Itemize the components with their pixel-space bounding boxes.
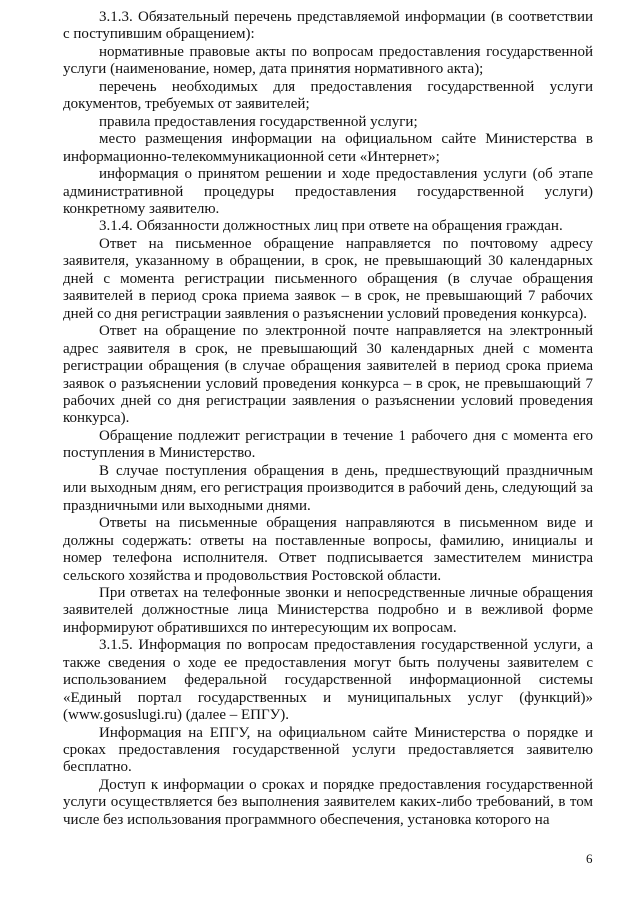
paragraph-normative-acts: нормативные правовые акты по вопросам предоставления государственной услуги (наименование, номер, дата принятия нормативного акта); bbox=[63, 43, 593, 78]
paragraph-service-rules: правила предоставления государственной услуги; bbox=[99, 113, 418, 130]
paragraph-registration: Обращение подлежит регистрации в течение 1 рабочего дня с момента его поступления в Министерство. bbox=[63, 427, 593, 462]
paragraph-phone-calls: При ответах на телефонные звонки и непосредственные личные обращения заявителей должностные лица Министерства подробно и в вежливой форме информируют обратившихся по интересующим их вопросам. bbox=[63, 584, 593, 636]
paragraph-holiday-registration: В случае поступления обращения в день, предшествующий праздничным или выходным дням, его регистрация производится в рабочий день, следующий за праздничными или выходными днями. bbox=[63, 462, 593, 514]
paragraph-written-reply: Ответ на письменное обращение направляется по почтовому адресу заявителя, указанному в обращении, в срок, не превышающий 30 календарных дней с момента регистрации письменного обращения (в случае обращения заявителей в период срока приема заявок – в срок, не превышающий 7 рабочих дней со дня регистрации заявления о разъяснении условий проведения конкурса). bbox=[63, 235, 593, 322]
paragraph-documents-list: перечень необходимых для предоставления государственной услуги документов, требуемых от заявителей; bbox=[63, 78, 593, 113]
paragraph-decision-info: информация о принятом решении и ходе предоставления услуги (об этапе административной процедуры предоставления государственной услуги) конкретному заявителю. bbox=[63, 166, 593, 217]
paragraph-3-1-4-heading: 3.1.4. Обязанности должностных лиц при ответе на обращения граждан. bbox=[99, 218, 563, 235]
paragraph-email-reply: Ответ на обращение по электронной почте направляется на электронный адрес заявителя в срок, не превышающий 30 календарных дней с момента регистрации обращения (в случае обращения заявителей в период срока приема заявок о разъяснении условий проведения конкурса – в срок, не превышающий 7 рабочих дней со дня регистрации заявления о разъяснении условий проведения конкурса). bbox=[63, 323, 593, 427]
paragraph-3-1-3-heading: 3.1.3. Обязательный перечень представляемой информации (в соответствии с поступившим обращением): bbox=[63, 9, 593, 43]
paragraph-access-information: Доступ к информации о сроках и порядке предоставления государственной услуги осуществляется без выполнения заявителем каких-либо требований, в том числе без использования программного обеспечения, установка которого на bbox=[63, 776, 593, 828]
page-number: 6 bbox=[586, 851, 593, 866]
paragraph-website-location: место размещения информации на официальном сайте Министерства в информационно-телекоммуникационной сети «Интернет»; bbox=[63, 131, 593, 165]
paragraph-reply-content: Ответы на письменные обращения направляются в письменном виде и должны содержать: ответы на поставленные вопросы, фамилию, инициалы и номер телефона исполнителя. Ответ подписывается заместителем министра сельского хозяйства и продовольствия Ростовской области. bbox=[63, 515, 593, 584]
document-body bbox=[63, 9, 593, 829]
paragraph-free-information: Информация на ЕПГУ, на официальном сайте Министерства о порядке и сроках предоставления государственной услуги предоставляется заявителю бесплатно. bbox=[63, 724, 593, 776]
paragraph-3-1-5-epgu: 3.1.5. Информация по вопросам предоставления государственной услуги, а также сведения о ходе ее предоставления могут быть получены заявителем с использованием федеральной государственной информационной системы «Единый портал государственных и муниципальных услуг (функций)» (www.gosuslugi.ru) (далее – ЕПГУ). bbox=[63, 637, 593, 724]
